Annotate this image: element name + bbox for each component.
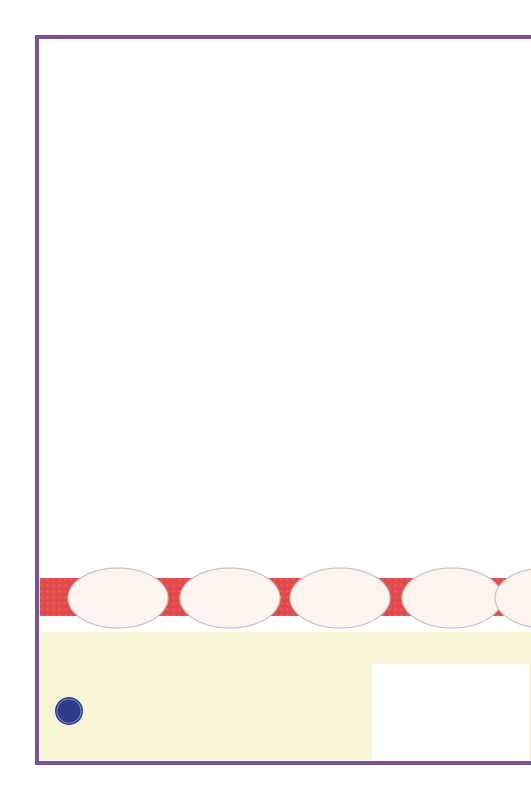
egg-shape xyxy=(495,568,531,628)
checkered-border-bottom xyxy=(0,760,531,800)
bottom-panel xyxy=(40,632,531,760)
egg-shape xyxy=(290,568,390,628)
isbn-barcode xyxy=(372,664,529,760)
publisher-block xyxy=(48,690,268,726)
checkered-border-left xyxy=(0,40,40,760)
barcode-bars xyxy=(376,690,525,744)
egg-band-illustration xyxy=(40,560,531,632)
resource-publications xyxy=(48,696,268,726)
rp-logo-icon xyxy=(54,696,84,726)
endorsement-quotes xyxy=(110,105,468,127)
egg-shapes xyxy=(68,568,531,628)
checkered-border-top xyxy=(0,0,531,40)
egg-shape xyxy=(402,568,502,628)
egg-shape xyxy=(68,568,168,628)
egg-shape xyxy=(180,568,280,628)
